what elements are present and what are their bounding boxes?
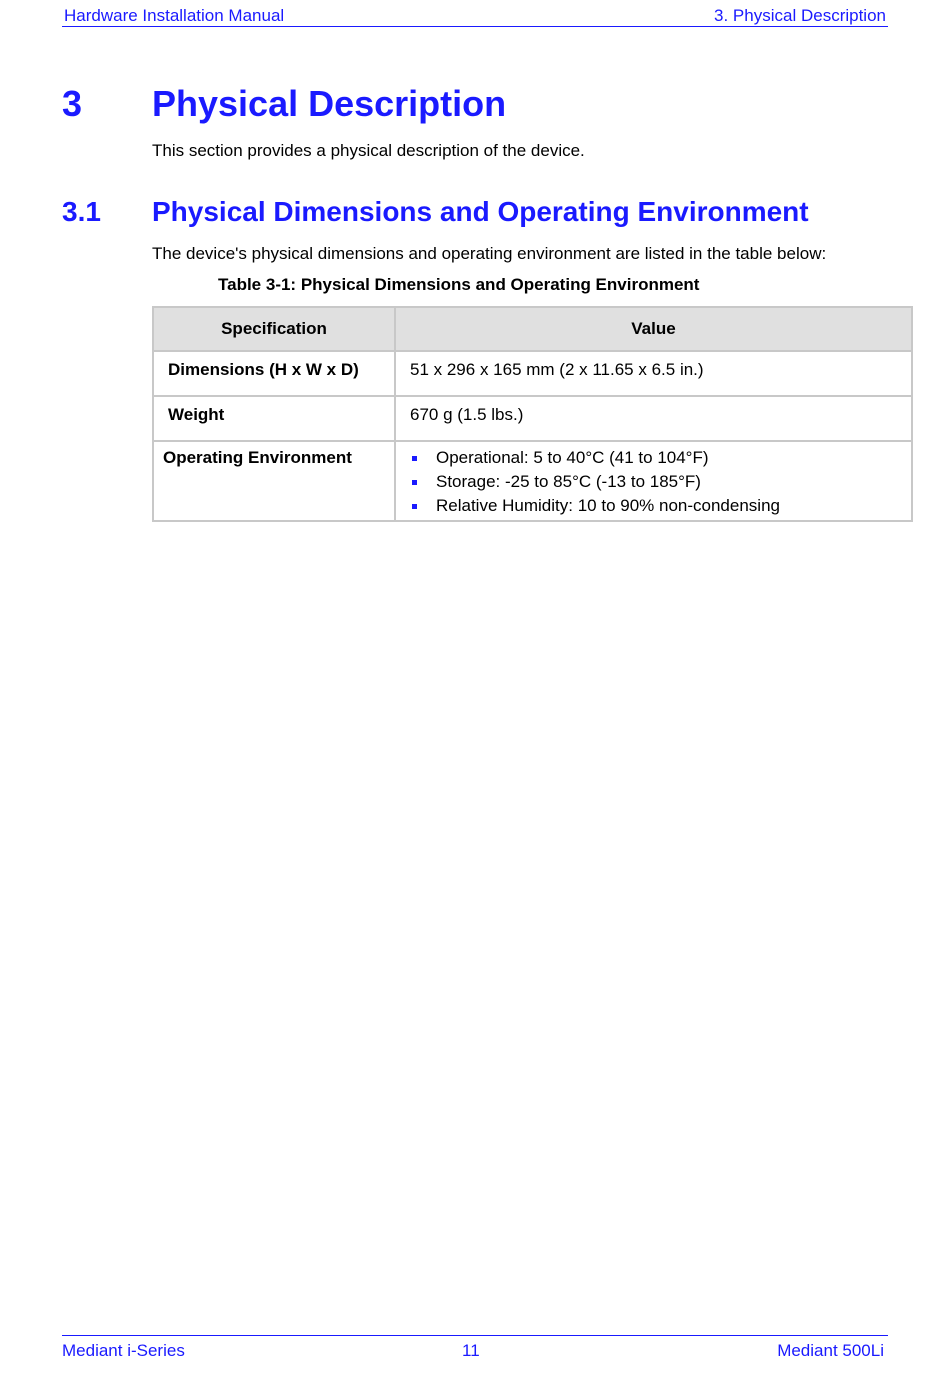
chapter-intro: This section provides a physical description of the device. <box>152 141 585 160</box>
header-specification: Specification <box>153 307 395 351</box>
table-row <box>153 396 912 441</box>
bullet-text: Operational: 5 to 40°C (41 to 104°F) <box>436 448 709 467</box>
row-dimensions-value: 51 x 296 x 165 mm (2 x 11.65 x 6.5 in.) <box>395 351 912 396</box>
chapter-number: 3 <box>62 83 83 124</box>
environment-list <box>410 446 897 518</box>
bullet-square-icon <box>412 480 417 485</box>
table-row <box>153 351 912 396</box>
bullet-square-icon <box>412 456 417 461</box>
list-item <box>410 470 897 494</box>
footer-product-name: Mediant 500Li <box>777 1341 884 1360</box>
header-value: Value <box>395 307 912 351</box>
footer-product-series: Mediant i-Series <box>62 1341 185 1360</box>
bullet-text: Relative Humidity: 10 to 90% non-condensing <box>436 496 780 515</box>
table-header-row <box>153 307 912 351</box>
bullet-text: Storage: -25 to 85°C (-13 to 185°F) <box>436 472 701 491</box>
list-item <box>410 446 897 470</box>
row-environment-value <box>395 441 912 521</box>
section-number: 3.1 <box>62 196 101 227</box>
section-intro: The device's physical dimensions and operating environment are listed in the table below: <box>152 244 827 263</box>
chapter-title: Physical Description <box>152 83 507 124</box>
row-weight-name: Weight <box>153 396 395 441</box>
section-title: Physical Dimensions and Operating Environment <box>152 196 809 227</box>
row-environment-name: Operating Environment <box>153 441 395 521</box>
table-caption: Table 3-1: Physical Dimensions and Operating Environment <box>218 275 700 294</box>
table-row <box>153 441 912 521</box>
header-chapter-title: 3. Physical Description <box>714 6 886 25</box>
header-manual-title: Hardware Installation Manual <box>64 6 285 25</box>
page-header <box>62 4 888 27</box>
bullet-square-icon <box>412 504 417 509</box>
page-number: 11 <box>462 1341 480 1360</box>
row-dimensions-name: Dimensions (H x W x D) <box>153 351 395 396</box>
page-footer <box>62 1335 888 1364</box>
spec-table <box>152 306 913 522</box>
list-item <box>410 494 897 518</box>
row-weight-value: 670 g (1.5 lbs.) <box>395 396 912 441</box>
